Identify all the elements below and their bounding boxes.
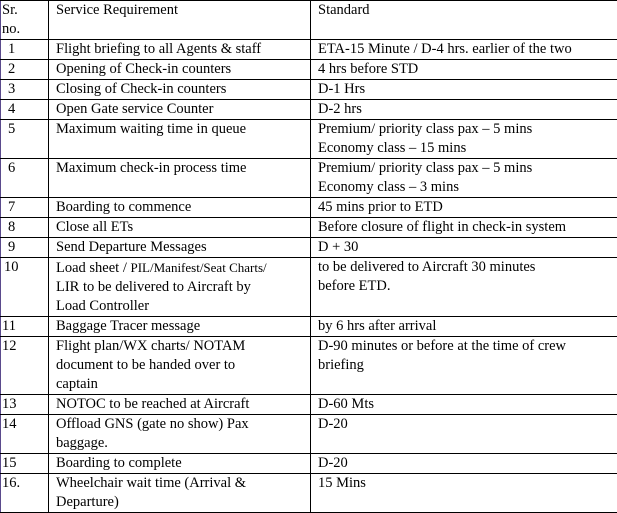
table-row [1, 159, 617, 198]
header-standard: Standard [311, 1, 617, 40]
table-row [1, 258, 617, 317]
table-row [1, 474, 617, 513]
table-row [1, 395, 617, 415]
row-requirement: Open Gate service Counter [49, 100, 311, 120]
row-standard: 4 hrs before STD [311, 60, 617, 80]
row-requirement [49, 258, 311, 317]
row-standard: D-1 Hrs [311, 80, 617, 100]
row-standard: D + 30 [311, 238, 617, 258]
row-sr: 10 [1, 258, 49, 317]
row-standard: Premium/ priority class pax – 5 mins Economy class – 3 mins [311, 159, 617, 198]
row-sr: 2 [1, 60, 49, 80]
row-standard: Before closure of flight in check-in system [311, 218, 617, 238]
row-sr: 9 [1, 238, 49, 258]
table-row [1, 100, 617, 120]
row-sr: 11 [1, 317, 49, 337]
table-row [1, 40, 617, 60]
table-row [1, 80, 617, 100]
table-row [1, 218, 617, 238]
row-requirement: Maximum check-in process time [49, 159, 311, 198]
table-row [1, 120, 617, 159]
row-standard: 45 mins prior to ETD [311, 198, 617, 218]
row-sr: 4 [1, 100, 49, 120]
table-row [1, 198, 617, 218]
row-requirement-part: PIL/Manifest/Seat Charts/ [131, 260, 267, 275]
table-row [1, 317, 617, 337]
row-standard: D-90 minutes or before at the time of crew briefing [311, 337, 617, 395]
row-sr: 15 [1, 454, 49, 474]
row-standard: ETA-15 Minute / D-4 hrs. earlier of the two [311, 40, 617, 60]
row-requirement: Flight plan/WX charts/ NOTAM document to be handed over to captain [49, 337, 311, 395]
row-standard: 15 Mins [311, 474, 617, 513]
row-requirement-part: LIR to be delivered to Aircraft by Load Controller [56, 279, 251, 314]
row-requirement: Close all ETs [49, 218, 311, 238]
header-service-requirement: Service Requirement [49, 1, 311, 40]
row-sr: 13 [1, 395, 49, 415]
row-sr: 3 [1, 80, 49, 100]
row-requirement: Boarding to commence [49, 198, 311, 218]
row-sr: 7 [1, 198, 49, 218]
row-requirement: Closing of Check-in counters [49, 80, 311, 100]
row-sr: 14 [1, 415, 49, 454]
row-requirement: Maximum waiting time in queue [49, 120, 311, 159]
table-row [1, 454, 617, 474]
row-requirement: Offload GNS (gate no show) Pax baggage. [49, 415, 311, 454]
row-standard: D-2 hrs [311, 100, 617, 120]
row-standard: D-20 [311, 454, 617, 474]
row-requirement: Baggage Tracer message [49, 317, 311, 337]
row-requirement: NOTOC to be reached at Aircraft [49, 395, 311, 415]
row-sr: 6 [1, 159, 49, 198]
row-standard: D-60 Mts [311, 395, 617, 415]
row-sr: 16. [1, 474, 49, 513]
row-standard: by 6 hrs after arrival [311, 317, 617, 337]
row-standard: to be delivered to Aircraft 30 minutes before ETD. [311, 258, 617, 317]
row-standard: Premium/ priority class pax – 5 mins Economy class – 15 mins [311, 120, 617, 159]
row-requirement: Boarding to complete [49, 454, 311, 474]
header-row [1, 1, 617, 40]
row-sr: 12 [1, 337, 49, 395]
table-row [1, 238, 617, 258]
table-row [1, 60, 617, 80]
row-requirement: Opening of Check-in counters [49, 60, 311, 80]
row-standard: D-20 [311, 415, 617, 454]
table-row [1, 337, 617, 395]
row-requirement: Flight briefing to all Agents & staff [49, 40, 311, 60]
row-requirement: Send Departure Messages [49, 238, 311, 258]
table-row [1, 415, 617, 454]
row-sr: 8 [1, 218, 49, 238]
row-sr: 1 [1, 40, 49, 60]
header-sr-no: Sr. no. [1, 1, 49, 40]
row-sr: 5 [1, 120, 49, 159]
row-requirement: Wheelchair wait time (Arrival & Departure) [49, 474, 311, 513]
row-requirement-part: Load sheet / [56, 260, 131, 276]
